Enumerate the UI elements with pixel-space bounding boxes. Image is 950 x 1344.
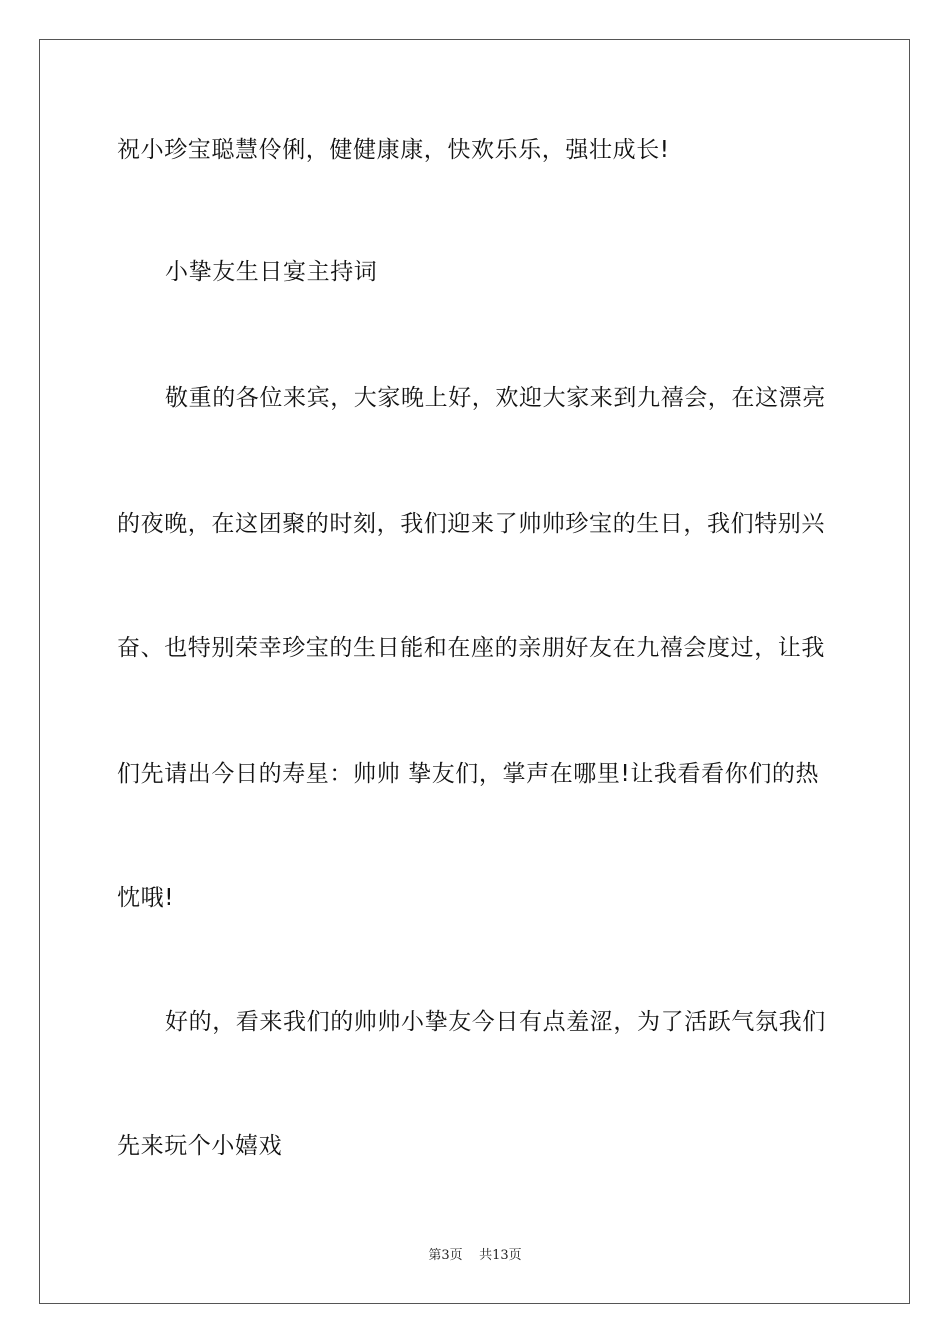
page-number: 第3页 [428, 1248, 463, 1263]
text-line-6: 们先请出今日的寿星：帅帅 挚友们，掌声在哪里!让我看看你们的热 [117, 761, 820, 787]
page-frame [39, 39, 910, 1304]
page-total: 共13页 [479, 1248, 522, 1263]
text-line-2: 小挚友生日宴主持词 [165, 259, 378, 285]
text-line-7: 忱哦! [117, 885, 175, 911]
text-line-3: 敬重的各位来宾，大家晚上好，欢迎大家来到九禧会，在这漂亮 [165, 385, 826, 411]
text-line-8: 好的，看来我们的帅帅小挚友今日有点羞涩，为了活跃气氛我们 [165, 1009, 826, 1035]
page-footer [0, 1248, 950, 1264]
text-line-5: 奋、也特别荣幸珍宝的生日能和在座的亲朋好友在九禧会度过，让我 [117, 635, 825, 661]
text-line-9: 先来玩个小嬉戏 [117, 1133, 283, 1159]
text-line-4: 的夜晚，在这团聚的时刻，我们迎来了帅帅珍宝的生日，我们特别兴 [117, 511, 825, 537]
text-line-1: 祝小珍宝聪慧伶俐，健健康康，快欢乐乐，强壮成长! [117, 137, 670, 163]
